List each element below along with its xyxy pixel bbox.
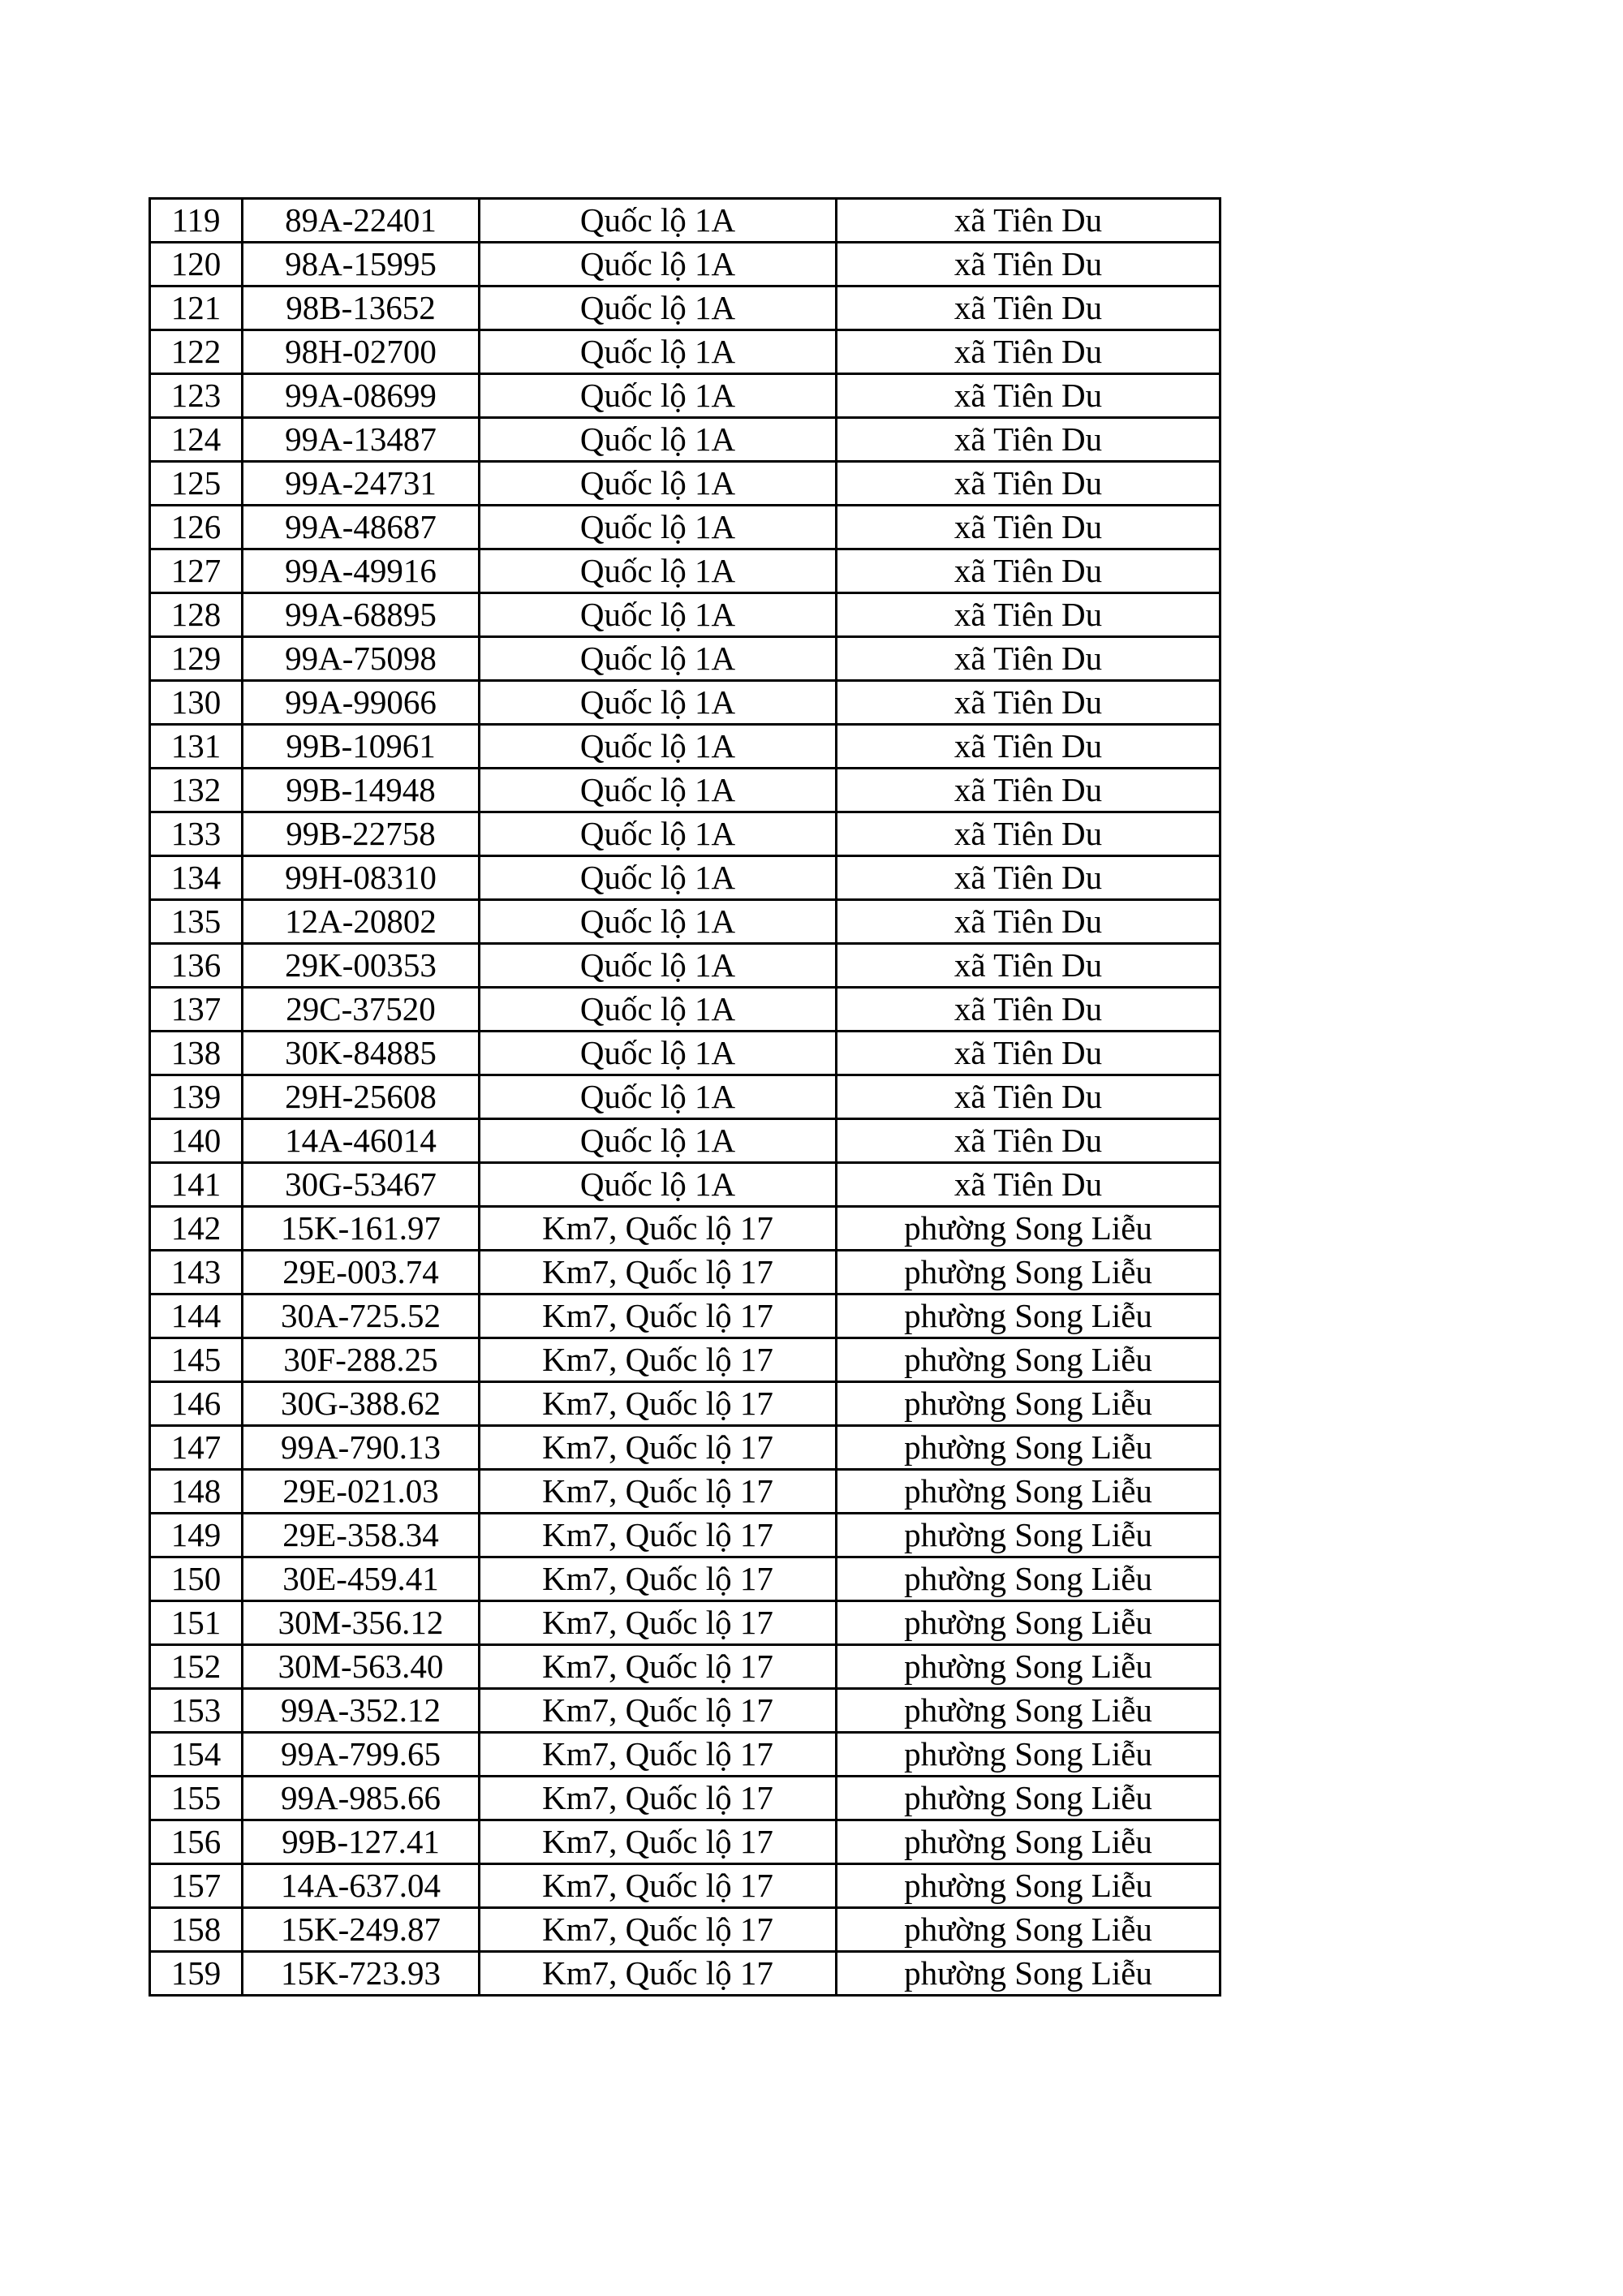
row-number-cell: 149 (150, 1514, 243, 1557)
road-location-cell: Km7, Quốc lộ 17 (480, 1470, 837, 1514)
road-location-cell: Quốc lộ 1A (480, 1075, 837, 1119)
road-location-cell: Km7, Quốc lộ 17 (480, 1645, 837, 1689)
road-location-cell: Quốc lộ 1A (480, 1032, 837, 1075)
table-row (150, 1908, 1220, 1952)
table-row (150, 1645, 1220, 1689)
license-plate-cell: 14A-637.04 (243, 1864, 480, 1908)
license-plate-cell: 98A-15995 (243, 243, 480, 286)
ward-cell: xã Tiên Du (837, 506, 1220, 549)
ward-cell: xã Tiên Du (837, 549, 1220, 593)
license-plate-cell: 15K-161.97 (243, 1207, 480, 1251)
road-location-cell: Quốc lộ 1A (480, 462, 837, 506)
ward-cell: xã Tiên Du (837, 900, 1220, 944)
ward-cell: xã Tiên Du (837, 1075, 1220, 1119)
ward-cell: phường Song Liễu (837, 1908, 1220, 1952)
ward-cell: xã Tiên Du (837, 418, 1220, 462)
table-row (150, 1294, 1220, 1338)
ward-cell: xã Tiên Du (837, 944, 1220, 988)
table-row (150, 1864, 1220, 1908)
ward-cell: xã Tiên Du (837, 1032, 1220, 1075)
road-location-cell: Km7, Quốc lộ 17 (480, 1338, 837, 1382)
license-plate-cell: 30F-288.25 (243, 1338, 480, 1382)
road-location-cell: Km7, Quốc lộ 17 (480, 1382, 837, 1426)
road-location-cell: Quốc lộ 1A (480, 418, 837, 462)
road-location-cell: Km7, Quốc lộ 17 (480, 1733, 837, 1777)
table-row (150, 637, 1220, 681)
row-number-cell: 140 (150, 1119, 243, 1163)
row-number-cell: 135 (150, 900, 243, 944)
row-number-cell: 128 (150, 593, 243, 637)
road-location-cell: Km7, Quốc lộ 17 (480, 1426, 837, 1470)
license-plate-cell: 99A-49916 (243, 549, 480, 593)
ward-cell: xã Tiên Du (837, 330, 1220, 374)
row-number-cell: 139 (150, 1075, 243, 1119)
table-row (150, 286, 1220, 330)
ward-cell: xã Tiên Du (837, 199, 1220, 243)
license-plate-cell: 99H-08310 (243, 856, 480, 900)
row-number-cell: 153 (150, 1689, 243, 1733)
table-row (150, 1601, 1220, 1645)
license-plate-cell: 99B-14948 (243, 769, 480, 812)
ward-cell: xã Tiên Du (837, 243, 1220, 286)
row-number-cell: 120 (150, 243, 243, 286)
license-plate-cell: 30M-356.12 (243, 1601, 480, 1645)
road-location-cell: Quốc lộ 1A (480, 243, 837, 286)
road-location-cell: Quốc lộ 1A (480, 681, 837, 725)
row-number-cell: 154 (150, 1733, 243, 1777)
road-location-cell: Km7, Quốc lộ 17 (480, 1557, 837, 1601)
ward-cell: phường Song Liễu (837, 1689, 1220, 1733)
row-number-cell: 134 (150, 856, 243, 900)
ward-cell: phường Song Liễu (837, 1294, 1220, 1338)
row-number-cell: 159 (150, 1952, 243, 1996)
road-location-cell: Km7, Quốc lộ 17 (480, 1514, 837, 1557)
row-number-cell: 145 (150, 1338, 243, 1382)
ward-cell: phường Song Liễu (837, 1514, 1220, 1557)
table-row (150, 1251, 1220, 1294)
license-plate-cell: 30M-563.40 (243, 1645, 480, 1689)
license-plate-cell: 30E-459.41 (243, 1557, 480, 1601)
road-location-cell: Quốc lộ 1A (480, 944, 837, 988)
row-number-cell: 138 (150, 1032, 243, 1075)
ward-cell: phường Song Liễu (837, 1557, 1220, 1601)
row-number-cell: 137 (150, 988, 243, 1032)
table-row (150, 199, 1220, 243)
road-location-cell: Quốc lộ 1A (480, 549, 837, 593)
road-location-cell: Km7, Quốc lộ 17 (480, 1601, 837, 1645)
road-location-cell: Km7, Quốc lộ 17 (480, 1294, 837, 1338)
ward-cell: phường Song Liễu (837, 1864, 1220, 1908)
road-location-cell: Quốc lộ 1A (480, 1119, 837, 1163)
row-number-cell: 144 (150, 1294, 243, 1338)
license-plate-cell: 99A-48687 (243, 506, 480, 549)
row-number-cell: 127 (150, 549, 243, 593)
license-plate-cell: 99A-799.65 (243, 1733, 480, 1777)
ward-cell: xã Tiên Du (837, 593, 1220, 637)
ward-cell: xã Tiên Du (837, 725, 1220, 769)
road-location-cell: Quốc lộ 1A (480, 812, 837, 856)
row-number-cell: 142 (150, 1207, 243, 1251)
row-number-cell: 146 (150, 1382, 243, 1426)
row-number-cell: 147 (150, 1426, 243, 1470)
row-number-cell: 141 (150, 1163, 243, 1207)
road-location-cell: Km7, Quốc lộ 17 (480, 1908, 837, 1952)
road-location-cell: Quốc lộ 1A (480, 769, 837, 812)
license-plate-cell: 99A-75098 (243, 637, 480, 681)
ward-cell: phường Song Liễu (837, 1733, 1220, 1777)
row-number-cell: 150 (150, 1557, 243, 1601)
row-number-cell: 152 (150, 1645, 243, 1689)
license-plate-cell: 30G-388.62 (243, 1382, 480, 1426)
table-row (150, 988, 1220, 1032)
table-row (150, 506, 1220, 549)
ward-cell: phường Song Liễu (837, 1426, 1220, 1470)
license-plate-cell: 89A-22401 (243, 199, 480, 243)
row-number-cell: 124 (150, 418, 243, 462)
violations-table (149, 197, 1221, 1997)
ward-cell: xã Tiên Du (837, 374, 1220, 418)
license-plate-cell: 99A-352.12 (243, 1689, 480, 1733)
table-row (150, 462, 1220, 506)
table-row (150, 725, 1220, 769)
ward-cell: phường Song Liễu (837, 1645, 1220, 1689)
license-plate-cell: 99A-08699 (243, 374, 480, 418)
ward-cell: xã Tiên Du (837, 769, 1220, 812)
license-plate-cell: 30G-53467 (243, 1163, 480, 1207)
road-location-cell: Quốc lộ 1A (480, 593, 837, 637)
ward-cell: phường Song Liễu (837, 1338, 1220, 1382)
row-number-cell: 136 (150, 944, 243, 988)
license-plate-cell: 99A-13487 (243, 418, 480, 462)
row-number-cell: 129 (150, 637, 243, 681)
road-location-cell: Quốc lộ 1A (480, 725, 837, 769)
row-number-cell: 132 (150, 769, 243, 812)
row-number-cell: 157 (150, 1864, 243, 1908)
row-number-cell: 126 (150, 506, 243, 549)
ward-cell: xã Tiên Du (837, 1119, 1220, 1163)
license-plate-cell: 99A-790.13 (243, 1426, 480, 1470)
table-row (150, 1032, 1220, 1075)
license-plate-cell: 15K-723.93 (243, 1952, 480, 1996)
road-location-cell: Km7, Quốc lộ 17 (480, 1820, 837, 1864)
ward-cell: xã Tiên Du (837, 988, 1220, 1032)
ward-cell: phường Song Liễu (837, 1952, 1220, 1996)
table-row (150, 944, 1220, 988)
row-number-cell: 123 (150, 374, 243, 418)
table-row (150, 1382, 1220, 1426)
table-row (150, 1514, 1220, 1557)
license-plate-cell: 29E-358.34 (243, 1514, 480, 1557)
ward-cell: phường Song Liễu (837, 1382, 1220, 1426)
road-location-cell: Quốc lộ 1A (480, 506, 837, 549)
road-location-cell: Quốc lộ 1A (480, 374, 837, 418)
row-number-cell: 158 (150, 1908, 243, 1952)
table-row (150, 549, 1220, 593)
ward-cell: xã Tiên Du (837, 1163, 1220, 1207)
table-row (150, 769, 1220, 812)
row-number-cell: 130 (150, 681, 243, 725)
row-number-cell: 151 (150, 1601, 243, 1645)
table-row (150, 1119, 1220, 1163)
road-location-cell: Quốc lộ 1A (480, 900, 837, 944)
table-row (150, 1557, 1220, 1601)
table-row (150, 1689, 1220, 1733)
table-row (150, 1163, 1220, 1207)
table-body (150, 199, 1220, 1996)
license-plate-cell: 99A-68895 (243, 593, 480, 637)
license-plate-cell: 99A-99066 (243, 681, 480, 725)
road-location-cell: Quốc lộ 1A (480, 637, 837, 681)
road-location-cell: Quốc lộ 1A (480, 988, 837, 1032)
license-plate-cell: 29H-25608 (243, 1075, 480, 1119)
table-row (150, 1075, 1220, 1119)
license-plate-cell: 29E-003.74 (243, 1251, 480, 1294)
table-row (150, 1338, 1220, 1382)
row-number-cell: 119 (150, 199, 243, 243)
ward-cell: xã Tiên Du (837, 812, 1220, 856)
ward-cell: phường Song Liễu (837, 1601, 1220, 1645)
license-plate-cell: 15K-249.87 (243, 1908, 480, 1952)
ward-cell: xã Tiên Du (837, 856, 1220, 900)
license-plate-cell: 99B-127.41 (243, 1820, 480, 1864)
ward-cell: xã Tiên Du (837, 286, 1220, 330)
table-row (150, 330, 1220, 374)
license-plate-cell: 29E-021.03 (243, 1470, 480, 1514)
road-location-cell: Km7, Quốc lộ 17 (480, 1777, 837, 1820)
license-plate-cell: 98B-13652 (243, 286, 480, 330)
road-location-cell: Quốc lộ 1A (480, 330, 837, 374)
row-number-cell: 156 (150, 1820, 243, 1864)
license-plate-cell: 99B-22758 (243, 812, 480, 856)
row-number-cell: 133 (150, 812, 243, 856)
license-plate-cell: 29C-37520 (243, 988, 480, 1032)
table-row (150, 243, 1220, 286)
ward-cell: phường Song Liễu (837, 1207, 1220, 1251)
row-number-cell: 122 (150, 330, 243, 374)
license-plate-cell: 99A-24731 (243, 462, 480, 506)
ward-cell: phường Song Liễu (837, 1251, 1220, 1294)
table-row (150, 593, 1220, 637)
table-row (150, 900, 1220, 944)
license-plate-cell: 30K-84885 (243, 1032, 480, 1075)
table-row (150, 1207, 1220, 1251)
table-row (150, 681, 1220, 725)
table-row (150, 1820, 1220, 1864)
row-number-cell: 148 (150, 1470, 243, 1514)
license-plate-cell: 98H-02700 (243, 330, 480, 374)
row-number-cell: 155 (150, 1777, 243, 1820)
table-row (150, 1470, 1220, 1514)
row-number-cell: 121 (150, 286, 243, 330)
license-plate-cell: 99B-10961 (243, 725, 480, 769)
license-plate-cell: 14A-46014 (243, 1119, 480, 1163)
table-row (150, 1777, 1220, 1820)
table-row (150, 1952, 1220, 1996)
road-location-cell: Km7, Quốc lộ 17 (480, 1251, 837, 1294)
ward-cell: xã Tiên Du (837, 462, 1220, 506)
road-location-cell: Km7, Quốc lộ 17 (480, 1207, 837, 1251)
road-location-cell: Quốc lộ 1A (480, 856, 837, 900)
license-plate-cell: 12A-20802 (243, 900, 480, 944)
road-location-cell: Km7, Quốc lộ 17 (480, 1952, 837, 1996)
row-number-cell: 131 (150, 725, 243, 769)
table-row (150, 812, 1220, 856)
road-location-cell: Quốc lộ 1A (480, 1163, 837, 1207)
table-row (150, 374, 1220, 418)
license-plate-cell: 29K-00353 (243, 944, 480, 988)
table-row (150, 856, 1220, 900)
row-number-cell: 143 (150, 1251, 243, 1294)
row-number-cell: 125 (150, 462, 243, 506)
ward-cell: phường Song Liễu (837, 1470, 1220, 1514)
road-location-cell: Km7, Quốc lộ 17 (480, 1689, 837, 1733)
ward-cell: xã Tiên Du (837, 637, 1220, 681)
road-location-cell: Km7, Quốc lộ 17 (480, 1864, 837, 1908)
license-plate-cell: 99A-985.66 (243, 1777, 480, 1820)
road-location-cell: Quốc lộ 1A (480, 199, 837, 243)
table-row (150, 1426, 1220, 1470)
table-row (150, 418, 1220, 462)
ward-cell: xã Tiên Du (837, 681, 1220, 725)
table-row (150, 1733, 1220, 1777)
road-location-cell: Quốc lộ 1A (480, 286, 837, 330)
ward-cell: phường Song Liễu (837, 1820, 1220, 1864)
ward-cell: phường Song Liễu (837, 1777, 1220, 1820)
license-plate-cell: 30A-725.52 (243, 1294, 480, 1338)
